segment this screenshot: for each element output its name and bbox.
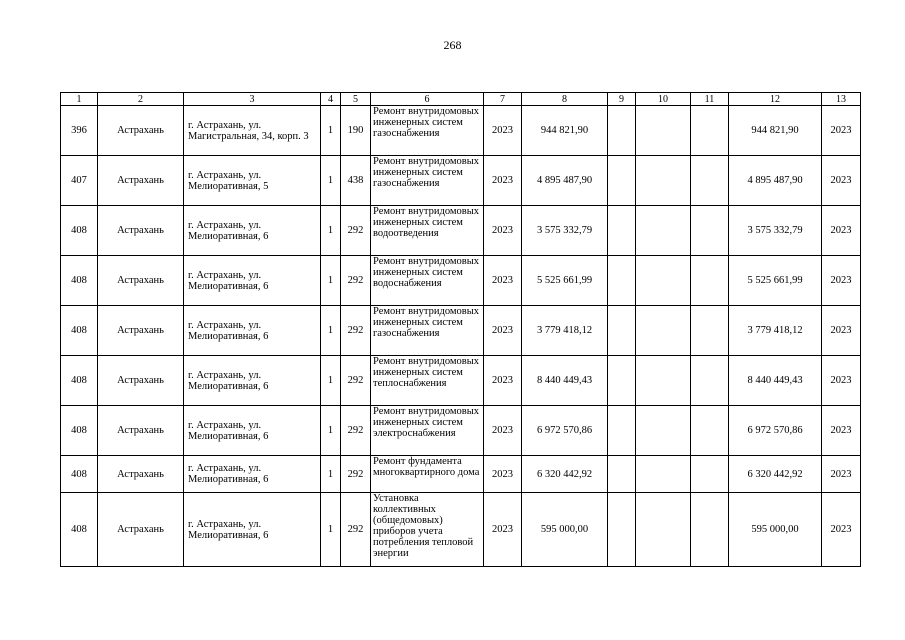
municipality-cell: Астрахань [98,106,184,156]
cell-col10 [636,106,691,156]
municipality-cell: Астрахань [98,156,184,206]
address-cell: г. Астрахань, ул. Магистральная, 34, корп. 3 [184,106,321,156]
column-number: 10 [636,93,691,106]
cell-col11 [691,406,729,456]
completion-year-cell: 2023 [822,406,861,456]
page-number: 268 [443,38,462,52]
cell-col11 [691,356,729,406]
completion-year-cell: 2023 [822,106,861,156]
column-number: 11 [691,93,729,106]
cell-col9 [608,106,636,156]
cell-col11 [691,256,729,306]
column-number: 13 [822,93,861,106]
row-number-cell: 396 [61,106,98,156]
address-cell: г. Астрахань, ул. Мелиоративная, 6 [184,493,321,567]
cell-col10 [636,206,691,256]
cell-col11 [691,106,729,156]
completion-year-cell: 2023 [822,306,861,356]
year-cell: 2023 [484,156,522,206]
cell-col4: 1 [321,456,341,493]
year-cell: 2023 [484,306,522,356]
work-type-cell: Ремонт внутридомовых инженерных систем водоснабжения [371,256,484,306]
column-number: 9 [608,93,636,106]
column-number: 1 [61,93,98,106]
work-type-cell: Ремонт внутридомовых инженерных систем водоотведения [371,206,484,256]
cell-col5: 292 [341,493,371,567]
total-cost-cell: 8 440 449,43 [729,356,822,406]
cell-col4: 1 [321,156,341,206]
column-number: 7 [484,93,522,106]
cell-col4: 1 [321,256,341,306]
cost-cell: 5 525 661,99 [522,256,608,306]
repair-program-table [60,92,861,567]
completion-year-cell: 2023 [822,256,861,306]
work-type-cell: Ремонт внутридомовых инженерных систем электроснабжения [371,406,484,456]
cell-col9 [608,456,636,493]
table-row [61,206,861,256]
cell-col5: 292 [341,456,371,493]
cell-col11 [691,456,729,493]
cell-col9 [608,206,636,256]
year-cell: 2023 [484,106,522,156]
work-type-cell: Ремонт внутридомовых инженерных систем газоснабжения [371,106,484,156]
completion-year-cell: 2023 [822,456,861,493]
cell-col9 [608,356,636,406]
column-number-row [61,93,861,106]
year-cell: 2023 [484,356,522,406]
cell-col10 [636,406,691,456]
column-number: 6 [371,93,484,106]
cell-col5: 292 [341,206,371,256]
address-cell: г. Астрахань, ул. Мелиоративная, 6 [184,356,321,406]
table-row [61,156,861,206]
row-number-cell: 408 [61,206,98,256]
cost-cell: 8 440 449,43 [522,356,608,406]
cell-col11 [691,206,729,256]
row-number-cell: 408 [61,356,98,406]
column-number: 4 [321,93,341,106]
row-number-cell: 408 [61,406,98,456]
table-row [61,356,861,406]
cell-col11 [691,156,729,206]
table-row [61,256,861,306]
cost-cell: 3 779 418,12 [522,306,608,356]
row-number-cell: 408 [61,306,98,356]
municipality-cell: Астрахань [98,306,184,356]
year-cell: 2023 [484,406,522,456]
column-number: 5 [341,93,371,106]
column-number: 12 [729,93,822,106]
cost-cell: 595 000,00 [522,493,608,567]
address-cell: г. Астрахань, ул. Мелиоративная, 6 [184,256,321,306]
cell-col10 [636,156,691,206]
column-number: 8 [522,93,608,106]
cell-col10 [636,456,691,493]
table-row [61,456,861,493]
year-cell: 2023 [484,256,522,306]
cell-col10 [636,306,691,356]
table-row [61,106,861,156]
municipality-cell: Астрахань [98,456,184,493]
completion-year-cell: 2023 [822,356,861,406]
cost-cell: 6 320 442,92 [522,456,608,493]
row-number-cell: 408 [61,493,98,567]
cell-col9 [608,493,636,567]
address-cell: г. Астрахань, ул. Мелиоративная, 6 [184,456,321,493]
total-cost-cell: 944 821,90 [729,106,822,156]
cell-col9 [608,406,636,456]
total-cost-cell: 6 320 442,92 [729,456,822,493]
address-cell: г. Астрахань, ул. Мелиоративная, 6 [184,306,321,356]
table-row [61,306,861,356]
year-cell: 2023 [484,456,522,493]
municipality-cell: Астрахань [98,256,184,306]
total-cost-cell: 5 525 661,99 [729,256,822,306]
row-number-cell: 408 [61,256,98,306]
cell-col5: 292 [341,306,371,356]
cell-col5: 190 [341,106,371,156]
cell-col10 [636,493,691,567]
year-cell: 2023 [484,206,522,256]
completion-year-cell: 2023 [822,493,861,567]
cell-col5: 438 [341,156,371,206]
work-type-cell: Ремонт внутридомовых инженерных систем газоснабжения [371,156,484,206]
work-type-cell: Установка коллективных (общедомовых) приборов учета потребления тепловой энергии [371,493,484,567]
row-number-cell: 407 [61,156,98,206]
municipality-cell: Астрахань [98,356,184,406]
cell-col4: 1 [321,306,341,356]
completion-year-cell: 2023 [822,156,861,206]
cell-col4: 1 [321,493,341,567]
table-row [61,493,861,567]
total-cost-cell: 6 972 570,86 [729,406,822,456]
total-cost-cell: 3 575 332,79 [729,206,822,256]
cost-cell: 3 575 332,79 [522,206,608,256]
completion-year-cell: 2023 [822,206,861,256]
cell-col10 [636,356,691,406]
total-cost-cell: 4 895 487,90 [729,156,822,206]
cost-cell: 4 895 487,90 [522,156,608,206]
cell-col10 [636,256,691,306]
work-type-cell: Ремонт внутридомовых инженерных систем теплоснабжения [371,356,484,406]
address-cell: г. Астрахань, ул. Мелиоративная, 6 [184,206,321,256]
total-cost-cell: 3 779 418,12 [729,306,822,356]
row-number-cell: 408 [61,456,98,493]
cell-col11 [691,306,729,356]
column-number: 3 [184,93,321,106]
cell-col9 [608,306,636,356]
cell-col4: 1 [321,356,341,406]
column-number: 2 [98,93,184,106]
cell-col11 [691,493,729,567]
year-cell: 2023 [484,493,522,567]
cell-col5: 292 [341,406,371,456]
cost-cell: 6 972 570,86 [522,406,608,456]
cell-col4: 1 [321,406,341,456]
cell-col4: 1 [321,206,341,256]
address-cell: г. Астрахань, ул. Мелиоративная, 6 [184,406,321,456]
cell-col5: 292 [341,356,371,406]
table-row [61,406,861,456]
work-type-cell: Ремонт фундамента многоквартирного дома [371,456,484,493]
cell-col5: 292 [341,256,371,306]
address-cell: г. Астрахань, ул. Мелиоративная, 5 [184,156,321,206]
cost-cell: 944 821,90 [522,106,608,156]
cell-col9 [608,256,636,306]
cell-col4: 1 [321,106,341,156]
cell-col9 [608,156,636,206]
total-cost-cell: 595 000,00 [729,493,822,567]
municipality-cell: Астрахань [98,206,184,256]
municipality-cell: Астрахань [98,406,184,456]
work-type-cell: Ремонт внутридомовых инженерных систем газоснабжения [371,306,484,356]
municipality-cell: Астрахань [98,493,184,567]
